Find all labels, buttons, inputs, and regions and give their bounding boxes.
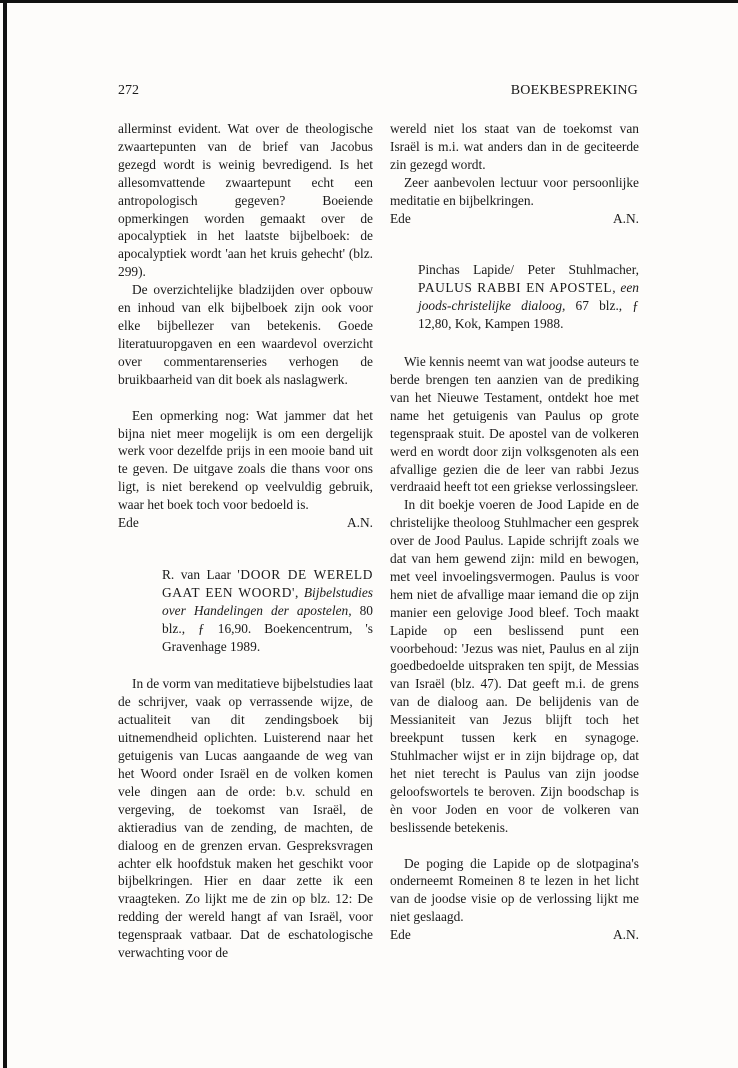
review-signature bbox=[390, 210, 639, 228]
page-number: 272 bbox=[118, 83, 139, 98]
review-signature bbox=[118, 514, 373, 532]
signature-place: Ede bbox=[118, 515, 139, 531]
paragraph: allerminst evident. Wat over de theologische zwaartepunten van de brief van Jacobus gezegd wordt is weinig bevredigend. Is het allesomvattende zwaartepunt echt een antropologisch gegeven? Boeiende opmerkingen worden gemaakt over de apocalyptiek in het laatste bijbelboek: de apocalyptiek wordt 'aan het kruis gehecht' (blz. 299). bbox=[118, 121, 373, 280]
book-author: Pinchas Lapide/ Peter Stuhlmacher, bbox=[418, 262, 639, 278]
book-title: PAULUS RABBI EN APOSTEL, bbox=[418, 280, 617, 296]
paragraph: De overzichtelijke bladzijden over opbouw en inhoud van elk bijbelboek zijn ook voor elke bijbellezer van betekenis. Goede literatuuropgaven en een waardevol overzicht over commentarenseries verhogen de bruikbaarheid van dit boek als naslagwerk. bbox=[118, 282, 373, 387]
right-column bbox=[390, 120, 639, 944]
signature-place: Ede bbox=[390, 927, 411, 943]
paragraph: wereld niet los staat van de toekomst van Israël is m.i. wat anders dan in de geciteerde zin gezegd wordt. bbox=[390, 121, 639, 172]
book-subtitle: Bijbelstudies over Handelingen der apostelen, bbox=[162, 584, 373, 618]
left-column bbox=[118, 120, 373, 962]
running-head: BOEKBESPREKING bbox=[510, 83, 638, 98]
book-subtitle: een joods-christelijke dialoog, bbox=[418, 280, 639, 314]
paragraph: De poging die Lapide op de slotpagina's onderneemt Romeinen 8 te lezen in het licht van de joodse visie op de verlossing lijkt me niet geslaagd. bbox=[390, 855, 639, 925]
page-top-border bbox=[0, 0, 738, 3]
signature-place: Ede bbox=[390, 210, 411, 226]
paragraph: In dit boekje voeren de Jood Lapide en de christelijke theoloog Stuhlmacher een gesprek over de Jood Paulus. Lapide schrijft zoals we dat van hem gewend zijn: mild en bewogen, met veel invoelingsvermogen. Paulus is voor hem niet de afvallige maar iemand die op zijn manier een gelovige Jood bleef. Toch maakt Lapide op een beslissend punt een voorbehoud: 'Jezus was niet, Paulus en al zijn goedbedoelde uitspraken ten spijt, de Messias van Israël (blz. 47). Dat geeft m.i. de grens van de dialoog aan. De belijdenis van de Messianiteit van Jezus blijft toch het breekpunt tussen kerk en synagoge. Stuhlmacher wijst er in zijn bijdrage op, dat het niet terecht is Paulus van zijn joodse geloofswortels te beroven. Zijn boodschap is èn voor Joden en voor de volkeren van beslissende betekenis. bbox=[390, 497, 639, 835]
book-reference bbox=[390, 261, 639, 333]
paragraph: In de vorm van meditatieve bijbelstudies laat de schrijver, vaak op verrassende wijze, de actualiteit van dit zendingsboek bij uitnemendheid oplichten. Luisterend naar het getuigenis van Lucas aangaande de weg van het Woord onder Israël en de volken komen vele dingen aan de orde: b.v. schuld en vergeving, de toekomst van Israël, de aktieradius van de zending, de machten, de dialoog en de grenzen ervan. Gespreksvragen achter elk hoofdstuk maken het geschikt voor bijbelkringen. Hier en daar zette ik een vraagteken. Zo lijkt me de zin op blz. 12: De redding der wereld hangt af van Israël, voor tegenspraak vatbaar. Dat de eschatologische verwachting voor de bbox=[118, 676, 373, 961]
signature-initials: A.N. bbox=[612, 927, 639, 943]
book-author: R. van Laar bbox=[162, 566, 231, 582]
paragraph: Een opmerking nog: Wat jammer dat het bijna niet meer mogelijk is om een dergelijk werk voor dezelfde prijs in een mooie band uit te geven. De uitgave zoals die thans voor ons ligt, is niet berekend op veelvuldig gebruik, waar het boek toch voor bedoeld is. bbox=[118, 407, 373, 513]
paragraph: Wie kennis neemt van wat joodse auteurs te berde brengen ten aanzien van de prediking van het Nieuwe Testament, ontdekt hoe met name het getuigenis van Paulus op grote tegenspraak stuit. De apostel van de volkeren werd en wordt door zijn volksgenoten als een afvallige gezien die de leer van rabbi Jezus verdraaid heeft tot een griekse verlossingsleer. bbox=[390, 354, 639, 495]
page-left-border bbox=[3, 0, 7, 1068]
book-details: 67 blz., ƒ 12,80, Kok, Kampen 1988. bbox=[418, 298, 639, 332]
paragraph: Zeer aanbevolen lectuur voor persoonlijke meditatie en bijbelkringen. bbox=[390, 174, 639, 208]
signature-initials: A.N. bbox=[346, 515, 373, 531]
book-details: 80 blz., ƒ 16,90. Boekencentrum, 's Gravenhage 1989. bbox=[162, 602, 373, 654]
book-reference bbox=[118, 566, 373, 656]
book-title: 'DOOR DE WERELD GAAT EEN WOORD', bbox=[162, 566, 373, 600]
signature-initials: A.N. bbox=[612, 210, 639, 226]
review-signature bbox=[390, 926, 639, 944]
